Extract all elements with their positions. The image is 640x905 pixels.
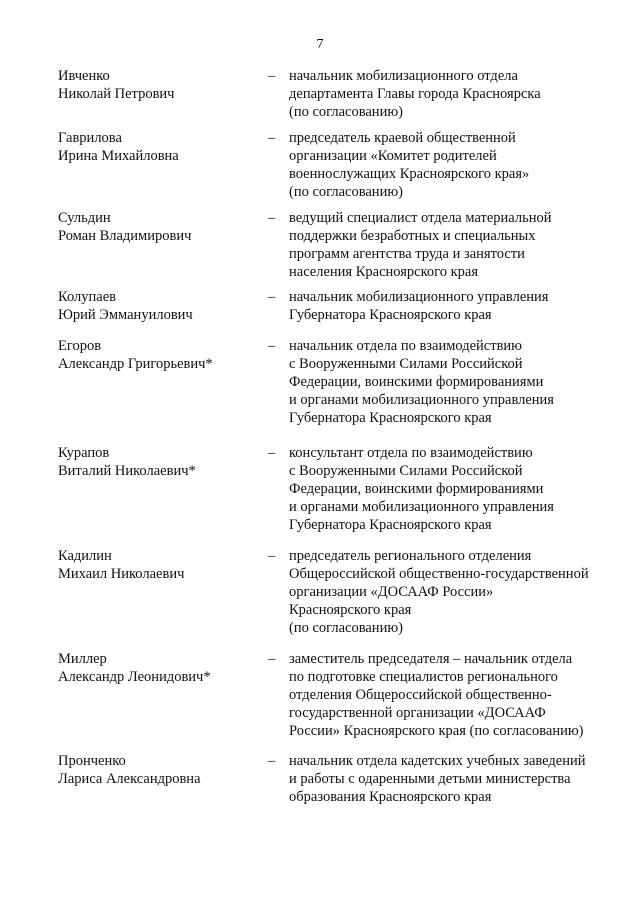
position-line: организации «ДОСААФ России» xyxy=(289,584,494,600)
member-given-names: Виталий Николаевич* xyxy=(58,463,196,479)
member-position xyxy=(289,752,624,806)
member-position xyxy=(289,288,624,324)
position-line: Красноярского края xyxy=(289,602,412,618)
member-given-names: Александр Григорьевич* xyxy=(58,356,213,372)
member-name xyxy=(58,444,258,480)
position-line: ведущий специалист отдела материальной xyxy=(289,210,552,226)
position-line: организации «Комитет родителей xyxy=(289,148,497,164)
member-position xyxy=(289,67,624,121)
position-line: Губернатора Красноярского края xyxy=(289,410,492,426)
position-line: заместитель председателя – начальник отдела xyxy=(289,651,573,667)
page-number: 7 xyxy=(316,37,324,52)
member-given-names: Александр Леонидович* xyxy=(58,669,211,685)
position-line: департамента Главы города Красноярска xyxy=(289,86,541,102)
member-position xyxy=(289,337,624,427)
member-surname: Кадилин xyxy=(58,548,112,564)
position-line: с Вооруженными Силами Российской xyxy=(289,356,523,372)
member-position xyxy=(289,129,624,201)
position-line: (по согласованию) xyxy=(289,184,403,200)
position-line: России» Красноярского края (по согласованию) xyxy=(289,723,584,739)
member-surname: Миллер xyxy=(58,651,107,667)
member-name xyxy=(58,288,258,324)
member-given-names: Ирина Михайловна xyxy=(58,148,179,164)
member-given-names: Роман Владимирович xyxy=(58,228,192,244)
position-line: Губернатора Красноярского края xyxy=(289,517,492,533)
member-position xyxy=(289,547,624,637)
member-name xyxy=(58,650,258,686)
member-position xyxy=(289,209,624,281)
position-line: отделения Общероссийской общественно- xyxy=(289,687,552,703)
dash-separator: – xyxy=(268,68,276,84)
member-name xyxy=(58,337,258,373)
position-line: поддержки безработных и специальных xyxy=(289,228,536,244)
member-surname: Пронченко xyxy=(58,753,126,769)
dash-separator: – xyxy=(268,338,276,354)
member-surname: Сульдин xyxy=(58,210,111,226)
member-surname: Гаврилова xyxy=(58,130,122,146)
position-line: Губернатора Красноярского края xyxy=(289,307,492,323)
position-line: государственной организации «ДОСААФ xyxy=(289,705,546,721)
dash-separator: – xyxy=(268,753,276,769)
position-line: начальник мобилизационного управления xyxy=(289,289,549,305)
dash-separator: – xyxy=(268,130,276,146)
member-surname: Колупаев xyxy=(58,289,116,305)
member-position xyxy=(289,650,624,740)
position-line: по подготовке специалистов регионального xyxy=(289,669,558,685)
dash-separator: – xyxy=(268,445,276,461)
member-surname: Курапов xyxy=(58,445,110,461)
position-line: Общероссийской общественно-государственной xyxy=(289,566,589,582)
position-line: и работы с одаренными детьми министерства xyxy=(289,771,571,787)
member-name xyxy=(58,547,258,583)
member-given-names: Николай Петрович xyxy=(58,86,175,102)
member-given-names: Лариса Александровна xyxy=(58,771,201,787)
member-name xyxy=(58,129,258,165)
position-line: программ агентства труда и занятости xyxy=(289,246,525,262)
dash-separator: – xyxy=(268,210,276,226)
position-line: и органами мобилизационного управления xyxy=(289,499,554,515)
position-line: образования Красноярского края xyxy=(289,789,492,805)
position-line: председатель регионального отделения xyxy=(289,548,532,564)
member-position xyxy=(289,444,624,534)
position-line: и органами мобилизационного управления xyxy=(289,392,554,408)
position-line: (по согласованию) xyxy=(289,620,403,636)
position-line: (по согласованию) xyxy=(289,104,403,120)
dash-separator: – xyxy=(268,548,276,564)
member-given-names: Юрий Эммануилович xyxy=(58,307,193,323)
member-given-names: Михаил Николаевич xyxy=(58,566,185,582)
position-line: председатель краевой общественной xyxy=(289,130,516,146)
position-line: населения Красноярского края xyxy=(289,264,479,280)
member-name xyxy=(58,752,258,788)
position-line: с Вооруженными Силами Российской xyxy=(289,463,523,479)
dash-separator: – xyxy=(268,289,276,305)
dash-separator: – xyxy=(268,651,276,667)
member-name xyxy=(58,209,258,245)
position-line: начальник мобилизационного отдела xyxy=(289,68,518,84)
member-surname: Егоров xyxy=(58,338,102,354)
member-name xyxy=(58,67,258,103)
member-surname: Ивченко xyxy=(58,68,110,84)
position-line: Федерации, воинскими формированиями xyxy=(289,481,544,497)
position-line: начальник отдела по взаимодействию xyxy=(289,338,523,354)
position-line: военнослужащих Красноярского края» xyxy=(289,166,530,182)
position-line: Федерации, воинскими формированиями xyxy=(289,374,544,390)
position-line: начальник отдела кадетских учебных заведений xyxy=(289,753,586,769)
position-line: консультант отдела по взаимодействию xyxy=(289,445,533,461)
